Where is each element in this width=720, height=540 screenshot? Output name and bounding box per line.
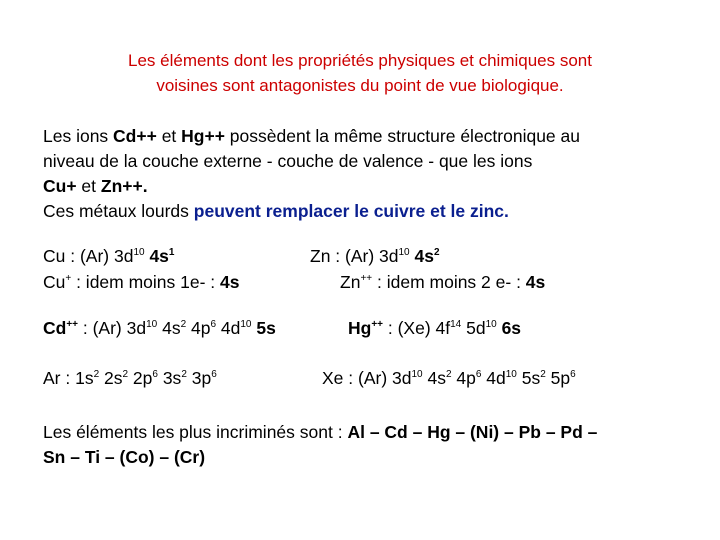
cfg-text: 4s xyxy=(144,246,169,266)
cfg-text: 4s xyxy=(409,246,434,266)
title-line-1: Les éléments dont les propriétés physiques et chimiques sont xyxy=(128,51,592,70)
cfg-sup: 2 xyxy=(180,319,187,330)
slide-title xyxy=(40,48,680,98)
config-hg xyxy=(348,316,521,341)
cfg-text: Zn xyxy=(340,272,361,292)
footer-line-2: Sn – Ti – (Co) – (Cr) xyxy=(43,447,206,467)
cfg-text: 5s xyxy=(251,318,276,338)
cfg-text: Ar : 1s xyxy=(43,368,94,388)
cfg-sup: 10 xyxy=(146,319,158,330)
intro-highlight: peuvent remplacer le cuivre et le zinc. xyxy=(193,201,509,221)
config-cd xyxy=(43,316,276,341)
intro-line-2: niveau de la couche externe - couche de valence - que les ions xyxy=(43,151,533,171)
cfg-text: 4d xyxy=(481,368,506,388)
footer-paragraph xyxy=(43,420,693,470)
config-ar xyxy=(43,366,217,391)
config-cu xyxy=(43,244,174,269)
intro-text: Les ions xyxy=(43,126,114,146)
ion-cd: Cd++ xyxy=(113,126,157,146)
cfg-sup: 2 xyxy=(433,247,440,258)
cfg-sup: 10 xyxy=(398,247,410,258)
intro-text: possèdent la même structure électronique au xyxy=(224,126,580,146)
cfg-text: Zn : (Ar) 3d xyxy=(310,246,399,266)
cfg-text: : idem moins 2 e- : xyxy=(372,272,526,292)
cfg-sup: 10 xyxy=(505,369,517,380)
cfg-sup: 2 xyxy=(445,369,452,380)
cfg-sup: 2 xyxy=(122,369,129,380)
config-cu-plus xyxy=(43,270,240,295)
cfg-sup: 10 xyxy=(240,319,252,330)
cfg-sup: 1 xyxy=(168,247,175,258)
cfg-text: 4s xyxy=(525,272,546,292)
intro-text: et xyxy=(76,176,101,196)
cfg-sup: 14 xyxy=(450,319,462,330)
cfg-sup: ++ xyxy=(360,273,373,284)
cfg-text: 5d xyxy=(461,318,486,338)
footer-text: Les éléments les plus incriminés sont : xyxy=(43,422,348,442)
cfg-text: : idem moins 1e- : xyxy=(71,272,221,292)
config-zn xyxy=(310,244,440,269)
cfg-text: 4s xyxy=(220,272,240,292)
config-xe xyxy=(322,366,576,391)
cfg-sup: 10 xyxy=(411,369,423,380)
cfg-text: Cu xyxy=(43,272,66,292)
cfg-text: : (Ar) 3d xyxy=(78,318,147,338)
cfg-text: Cu : (Ar) 3d xyxy=(43,246,134,266)
cfg-sup: 6 xyxy=(475,369,482,380)
ion-zn: Zn++. xyxy=(100,176,148,196)
ion-hg: Hg++ xyxy=(181,126,225,146)
cfg-text: 3s xyxy=(157,368,182,388)
intro-text: et xyxy=(156,126,182,146)
cfg-text: 4s xyxy=(422,368,446,388)
intro-text: Ces métaux lourds xyxy=(43,201,194,221)
cfg-sup: + xyxy=(65,273,72,284)
title-line-2: voisines sont antagonistes du point de vue biologique. xyxy=(156,76,564,95)
cfg-sup: ++ xyxy=(371,319,384,330)
cfg-sup: ++ xyxy=(66,319,79,330)
cfg-text: 4s xyxy=(157,318,181,338)
cfg-text: 5s xyxy=(516,368,541,388)
intro-paragraph xyxy=(43,124,693,224)
ion-cu: Cu+ xyxy=(43,176,77,196)
cfg-text: 4p xyxy=(186,318,211,338)
cfg-text: 4d xyxy=(216,318,241,338)
cfg-text: 6s xyxy=(496,318,522,338)
element-list: Al – Cd – Hg – (Ni) – Pb – Pd – xyxy=(347,422,598,442)
cfg-text: : (Xe) 4f xyxy=(383,318,451,338)
cfg-sup: 6 xyxy=(570,369,576,380)
cfg-sup: 6 xyxy=(152,369,158,380)
intro-line-3 xyxy=(43,174,693,199)
cfg-text: Hg xyxy=(348,318,372,338)
cfg-text: 4p xyxy=(451,368,476,388)
cfg-sup: 2 xyxy=(181,369,187,380)
intro-line-4 xyxy=(43,199,693,224)
cfg-sup: 6 xyxy=(211,369,217,380)
cfg-text: Xe : (Ar) 3d xyxy=(322,368,412,388)
cfg-text: 2p xyxy=(128,368,153,388)
cfg-text: 5p xyxy=(545,368,571,388)
cfg-sup: 6 xyxy=(210,319,217,330)
cfg-sup: 2 xyxy=(93,369,100,380)
cfg-sup: 10 xyxy=(133,247,145,258)
cfg-text: 2s xyxy=(99,368,123,388)
cfg-text: 3p xyxy=(186,368,212,388)
cfg-text: Cd xyxy=(43,318,67,338)
cfg-sup: 2 xyxy=(540,369,546,380)
config-zn-plus xyxy=(340,270,545,295)
cfg-sup: 10 xyxy=(485,319,497,330)
footer-line-1 xyxy=(43,420,693,445)
intro-line-1 xyxy=(43,124,693,149)
